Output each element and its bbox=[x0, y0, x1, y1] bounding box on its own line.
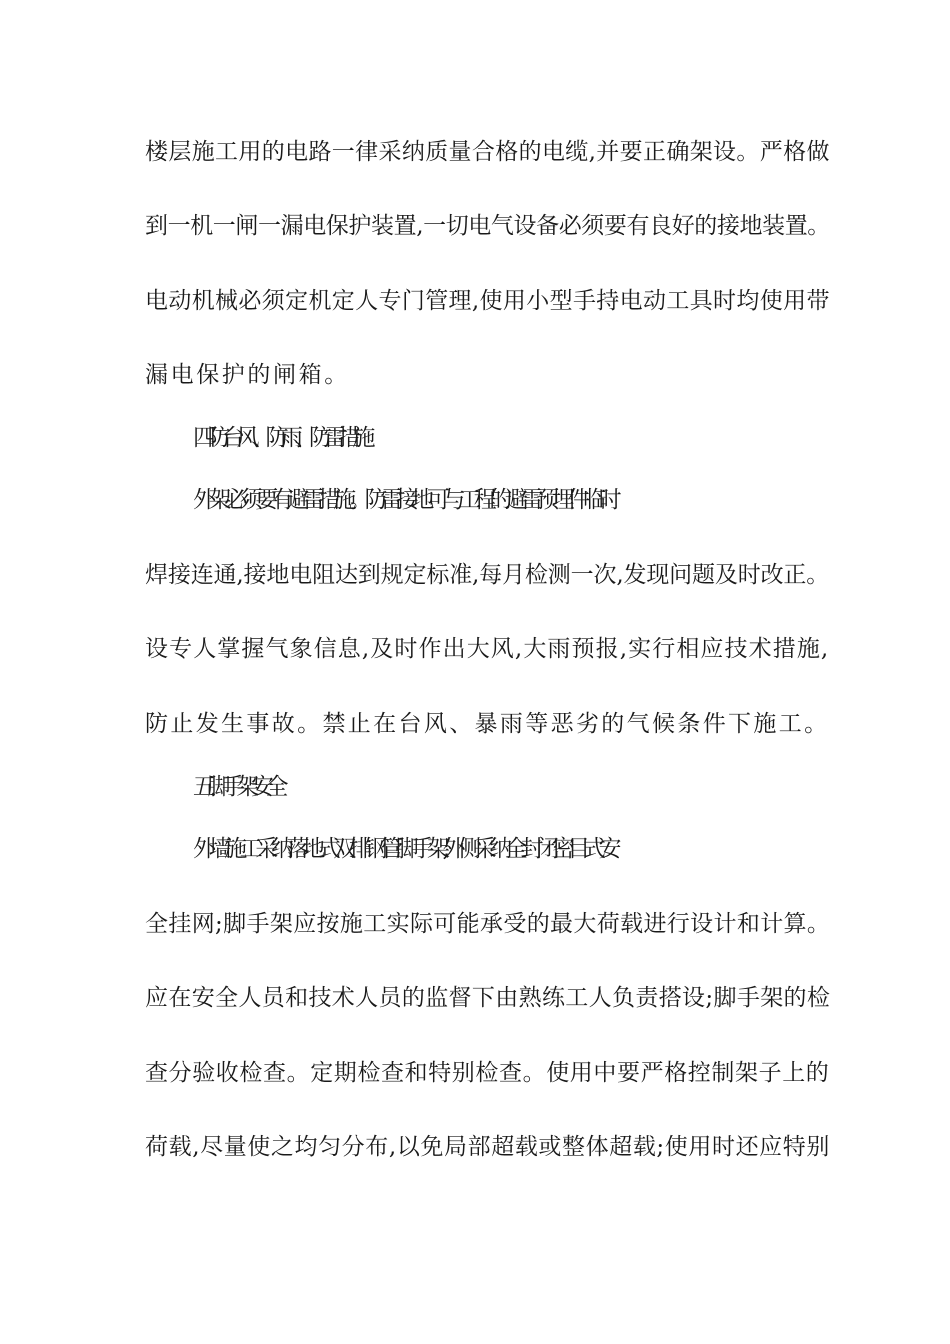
section-heading: 五脚手架安全 bbox=[193, 774, 280, 800]
paragraph-line: 漏电保护的闸箱。 bbox=[145, 362, 350, 388]
paragraph-line: 全挂网;脚手架应按施工实际可能承受的最大荷载进行设计和计算。 bbox=[145, 911, 831, 937]
paragraph-line: 外架必须要有避雷措施。防雷接地可与工程的避雷预埋件临时 bbox=[193, 487, 615, 513]
paragraph-line: 荷载,尽量使之均匀分布,以免局部超载或整体超载;使用时还应特别 bbox=[145, 1134, 830, 1160]
paragraph-line: 应在安全人员和技术人员的监督下由熟练工人负责搭设;脚手架的检 bbox=[145, 985, 831, 1011]
paragraph-line: 电动机械必须定机定人专门管理,使用小型手持电动工具时均使用带 bbox=[145, 288, 830, 314]
paragraph-line: 楼层施工用的电路一律采纳质量合格的电缆,并要正确架设。严格做 bbox=[145, 139, 830, 165]
paragraph-line: 外墙施工采纳落地式双排钢管脚手架,外侧采纳全封闭密目式安 bbox=[193, 836, 615, 862]
section-heading: 四防台风、防雨、防雷措施 bbox=[193, 425, 367, 451]
paragraph-line: 到一机一闸一漏电保护装置,一切电气设备必须要有良好的接地装置。 bbox=[145, 213, 830, 239]
paragraph-line: 设专人掌握气象信息,及时作出大风,大雨预报,实行相应技术措施, bbox=[145, 636, 830, 662]
paragraph-line: 查分验收检查。定期检查和特别检查。使用中要严格控制架子上的 bbox=[145, 1060, 830, 1086]
paragraph-line: 防止发生事故。禁止在台风、暴雨等恶劣的气候条件下施工。 bbox=[145, 711, 830, 737]
paragraph-line: 焊接连通,接地电阻达到规定标准,每月检测一次,发现问题及时改正。 bbox=[145, 562, 830, 588]
